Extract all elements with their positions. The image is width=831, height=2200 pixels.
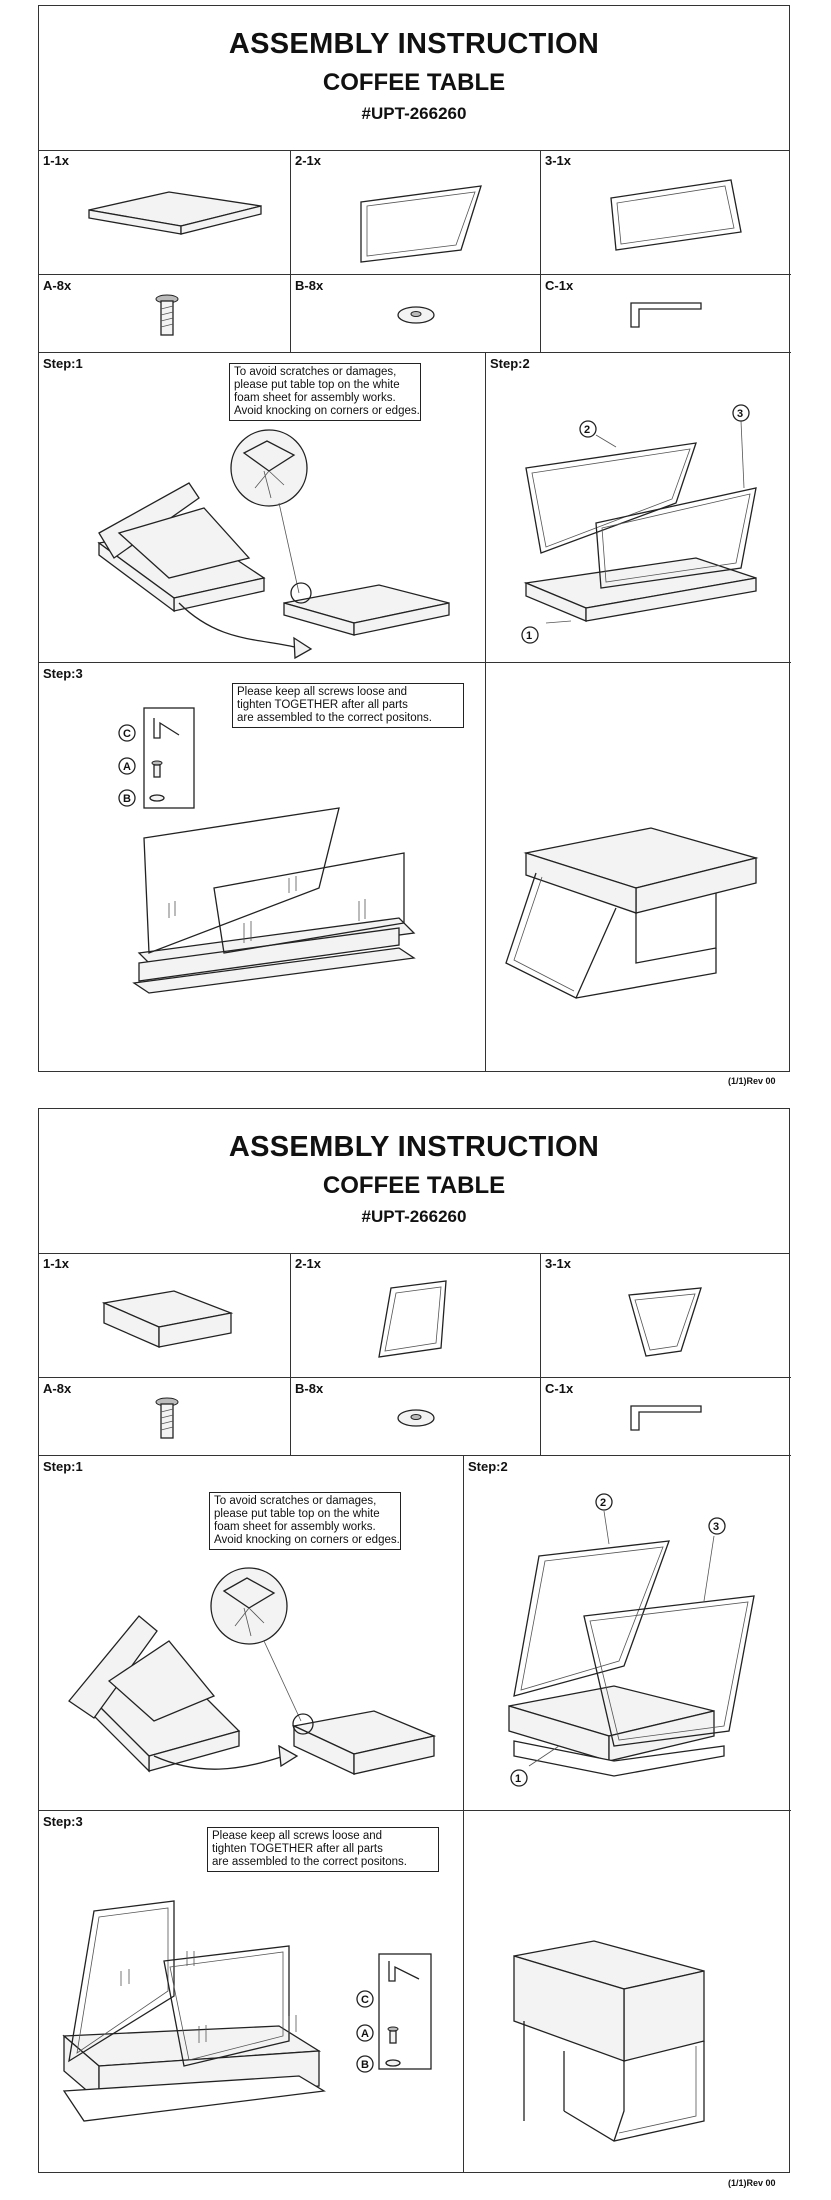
note-line: Please keep all screws loose and: [212, 1830, 383, 1842]
note-line: To avoid scratches or damages,: [234, 366, 397, 378]
note-line: please put table top on the white: [214, 1508, 380, 1520]
title-block: [39, 1109, 789, 1254]
note-line: foam sheet for assembly works.: [214, 1521, 376, 1533]
note-line: Please keep all screws loose and: [237, 686, 408, 698]
callout-a: A: [123, 761, 131, 773]
callout-b: B: [123, 793, 131, 805]
hardware-label: A-8x: [43, 278, 72, 293]
hardware-cell-a: [39, 1378, 291, 1456]
title-block: [39, 6, 789, 151]
instruction-sheet-2: [38, 1108, 790, 2173]
hardware-label: B-8x: [295, 278, 324, 293]
note-line: please put table top on the white: [234, 379, 400, 391]
frame-2-icon: [291, 150, 541, 275]
callout-2: 2: [584, 424, 591, 436]
hardware-cell-c: [541, 1378, 791, 1456]
step-3-illustration: [39, 1811, 464, 2172]
hardware-cell-b: [291, 1378, 541, 1456]
screw-icon: [39, 275, 291, 353]
step-3-panel: [39, 663, 486, 1071]
sheet-title: ASSEMBLY INSTRUCTION: [228, 1131, 600, 1163]
part-cell-1: [39, 150, 291, 275]
step-2-illustration: [464, 1456, 791, 1811]
revision-label: (1/1)Rev 00: [728, 1076, 776, 1086]
finished-table-panel: [486, 663, 791, 1071]
hardware-cell-b: [291, 275, 541, 353]
hardware-label: C-1x: [545, 1381, 574, 1396]
part-label: 1-1x: [43, 153, 70, 168]
hardware-label: A-8x: [43, 1381, 72, 1396]
note-line: tighten TOGETHER after all parts: [212, 1843, 383, 1855]
step-3-panel: [39, 1811, 464, 2172]
sheet-title: ASSEMBLY INSTRUCTION: [228, 28, 600, 60]
part-cell-1: [39, 1253, 291, 1378]
step-label: Step:3: [43, 1814, 83, 1829]
finished-table-panel: [464, 1811, 791, 2172]
hardware-cell-a: [39, 275, 291, 353]
step-1-panel: [39, 353, 486, 663]
note-line: are assembled to the correct positons.: [237, 712, 432, 724]
step-2-illustration: [486, 353, 791, 663]
note-line: tighten TOGETHER after all parts: [237, 699, 408, 711]
step-1-illustration: [39, 353, 486, 663]
product-name: COFFEE TABLE: [322, 1172, 506, 1199]
callout-3: 3: [713, 1521, 720, 1533]
table-top-icon: [39, 150, 291, 275]
step-3-illustration: [39, 663, 486, 1071]
step-label: Step:1: [43, 356, 83, 371]
table-top-icon: [39, 1253, 291, 1378]
note-line: To avoid scratches or damages,: [214, 1495, 377, 1507]
part-label: 2-1x: [295, 1256, 322, 1271]
step-1-panel: [39, 1456, 464, 1811]
step-2-panel: [464, 1456, 791, 1811]
part-cell-3: [541, 1253, 791, 1378]
callout-1: 1: [515, 1773, 522, 1785]
step-2-panel: [486, 353, 791, 663]
note-line: foam sheet for assembly works.: [234, 392, 396, 404]
part-cell-3: [541, 150, 791, 275]
screw-icon: [39, 1378, 291, 1456]
part-label: 1-1x: [43, 1256, 70, 1271]
model-number: #UPT-266260: [361, 104, 467, 123]
model-number: #UPT-266260: [361, 1207, 467, 1226]
revision-label: (1/1)Rev 00: [728, 2178, 776, 2188]
step-label: Step:1: [43, 1459, 83, 1474]
washer-icon: [291, 1378, 541, 1456]
callout-3: 3: [737, 408, 744, 420]
step-label: Step:3: [43, 666, 83, 681]
finished-table-illustration: [464, 1811, 791, 2172]
product-name: COFFEE TABLE: [322, 69, 506, 96]
hardware-label: B-8x: [295, 1381, 324, 1396]
hardware-cell-c: [541, 275, 791, 353]
step-label: Step:2: [468, 1459, 508, 1474]
note-line: Avoid knocking on corners or edges.: [234, 405, 420, 417]
instruction-sheet-1: [38, 5, 790, 1072]
frame-3-icon: [541, 1253, 791, 1378]
finished-table-illustration: [486, 663, 791, 1071]
callout-b: B: [361, 2059, 369, 2071]
callout-a: A: [361, 2028, 369, 2040]
note-line: Avoid knocking on corners or edges.: [214, 1534, 400, 1546]
part-cell-2: [291, 1253, 541, 1378]
step-1-illustration: [39, 1456, 464, 1811]
step-label: Step:2: [490, 356, 530, 371]
callout-c: C: [361, 1994, 369, 2006]
part-cell-2: [291, 150, 541, 275]
note-line: are assembled to the correct positons.: [212, 1856, 407, 1868]
callout-2: 2: [600, 1497, 607, 1509]
allen-key-icon: [541, 1378, 791, 1456]
part-label: 2-1x: [295, 153, 322, 168]
callout-1: 1: [526, 630, 533, 642]
part-label: 3-1x: [545, 1256, 572, 1271]
washer-icon: [291, 275, 541, 353]
allen-key-icon: [541, 275, 791, 353]
callout-c: C: [123, 728, 131, 740]
hardware-label: C-1x: [545, 278, 574, 293]
part-label: 3-1x: [545, 153, 572, 168]
frame-3-icon: [541, 150, 791, 275]
frame-2-icon: [291, 1253, 541, 1378]
